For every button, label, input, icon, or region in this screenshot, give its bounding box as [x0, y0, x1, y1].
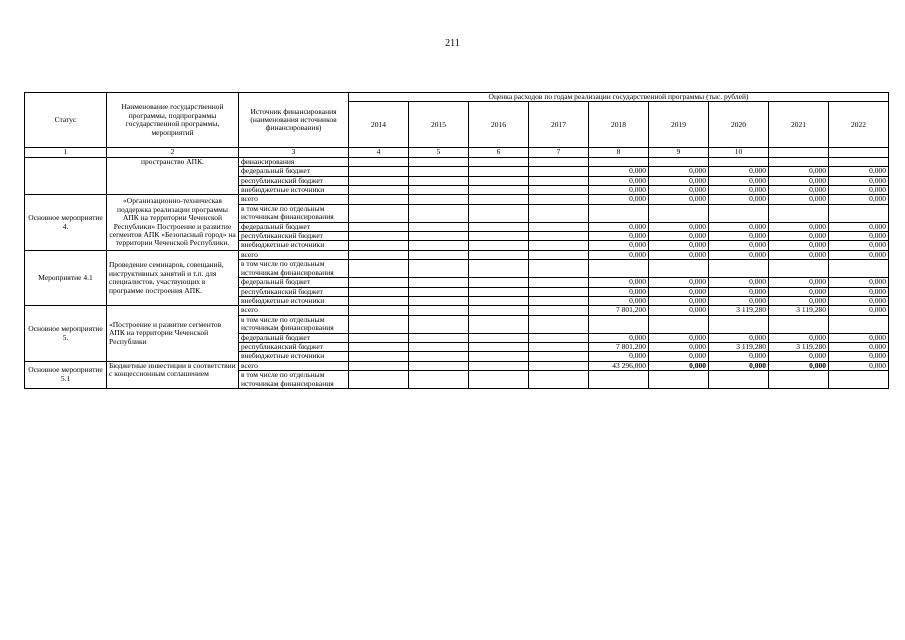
- value-cell: [469, 250, 529, 259]
- source-cell: всего: [239, 195, 349, 204]
- value-cell: 0,000: [649, 195, 709, 204]
- value-cell: [469, 195, 529, 204]
- table-row: [25, 306, 889, 315]
- value-cell: 0,000: [829, 195, 889, 204]
- source-cell: внебюджетные источники: [239, 352, 349, 361]
- value-cell: 0,000: [829, 306, 889, 315]
- value-cell: [409, 167, 469, 176]
- value-cell: [649, 371, 709, 389]
- value-cell: 0,000: [589, 186, 649, 195]
- value-cell: [529, 278, 589, 287]
- source-cell: внебюджетные источники: [239, 296, 349, 305]
- value-cell: [469, 204, 529, 222]
- value-cell: [409, 176, 469, 185]
- value-cell: [529, 333, 589, 342]
- value-cell: [349, 250, 409, 259]
- value-cell: 0,000: [829, 342, 889, 351]
- value-cell: [349, 333, 409, 342]
- column-number: 1: [25, 148, 107, 157]
- value-cell: [529, 250, 589, 259]
- value-cell: [709, 371, 769, 389]
- source-cell: федеральный бюджет: [239, 278, 349, 287]
- value-cell: 0,000: [769, 278, 829, 287]
- value-cell: [409, 342, 469, 351]
- value-cell: 7 801,200: [589, 306, 649, 315]
- value-cell: [349, 260, 409, 278]
- value-cell: 0,000: [829, 241, 889, 250]
- value-cell: [649, 315, 709, 333]
- value-cell: 0,000: [829, 296, 889, 305]
- value-cell: [409, 204, 469, 222]
- value-cell: 0,000: [709, 333, 769, 342]
- value-cell: 0,000: [709, 176, 769, 185]
- value-cell: [529, 315, 589, 333]
- year-header: 2014: [349, 102, 409, 148]
- value-cell: [349, 195, 409, 204]
- value-cell: [709, 204, 769, 222]
- source-cell: всего: [239, 361, 349, 370]
- source-cell: республиканский бюджет: [239, 287, 349, 296]
- value-cell: [469, 296, 529, 305]
- column-number-row: [25, 148, 889, 157]
- source-cell: в том числе по отдельным источникам финансирования: [239, 371, 349, 389]
- value-cell: [529, 204, 589, 222]
- value-cell: 0,000: [709, 361, 769, 370]
- year-header: 2021: [769, 102, 829, 148]
- source-cell: всего: [239, 250, 349, 259]
- value-cell: [469, 176, 529, 185]
- value-cell: [649, 260, 709, 278]
- value-cell: 0,000: [649, 232, 709, 241]
- source-cell: федеральный бюджет: [239, 222, 349, 231]
- value-cell: 0,000: [709, 296, 769, 305]
- value-cell: [529, 176, 589, 185]
- value-cell: [349, 352, 409, 361]
- source-cell: всего: [239, 306, 349, 315]
- value-cell: 0,000: [589, 287, 649, 296]
- value-cell: [469, 241, 529, 250]
- status-cell: [25, 157, 107, 195]
- value-cell: [349, 232, 409, 241]
- value-cell: [649, 204, 709, 222]
- value-cell: 0,000: [829, 186, 889, 195]
- value-cell: 3 119,280: [769, 306, 829, 315]
- source-cell: в том числе по отдельным источникам финансирования: [239, 260, 349, 278]
- value-cell: [409, 260, 469, 278]
- source-cell: федеральный бюджет: [239, 167, 349, 176]
- value-cell: [529, 241, 589, 250]
- value-cell: 0,000: [589, 195, 649, 204]
- value-cell: [529, 222, 589, 231]
- value-cell: 0,000: [829, 361, 889, 370]
- value-cell: [349, 296, 409, 305]
- value-cell: [529, 306, 589, 315]
- value-cell: 0,000: [769, 176, 829, 185]
- status-cell: Основное мероприятие 4.: [25, 195, 107, 250]
- source-cell: внебюджетные источники: [239, 186, 349, 195]
- value-cell: 0,000: [769, 241, 829, 250]
- source-cell: в том числе по отдельным источникам финансирования: [239, 315, 349, 333]
- value-cell: 0,000: [589, 232, 649, 241]
- column-number: 5: [409, 148, 469, 157]
- value-cell: 0,000: [769, 352, 829, 361]
- value-cell: [469, 352, 529, 361]
- value-cell: [529, 352, 589, 361]
- value-cell: [349, 342, 409, 351]
- measure-name-cell: пространство АПК.: [107, 157, 239, 195]
- value-cell: 0,000: [649, 296, 709, 305]
- header-row: [25, 93, 889, 102]
- value-cell: 7 801,200: [589, 342, 649, 351]
- value-cell: [829, 260, 889, 278]
- value-cell: [469, 278, 529, 287]
- value-cell: 0,000: [769, 222, 829, 231]
- page-number: 211: [445, 38, 460, 49]
- value-cell: [409, 296, 469, 305]
- value-cell: [349, 361, 409, 370]
- value-cell: [409, 361, 469, 370]
- value-cell: [769, 371, 829, 389]
- source-cell: в том числе по отдельным источникам финансирования: [239, 204, 349, 222]
- value-cell: 0,000: [649, 333, 709, 342]
- value-cell: [469, 222, 529, 231]
- value-cell: [409, 306, 469, 315]
- value-cell: 0,000: [649, 186, 709, 195]
- column-number: 6: [469, 148, 529, 157]
- value-cell: [409, 315, 469, 333]
- value-cell: [409, 241, 469, 250]
- value-cell: 0,000: [709, 250, 769, 259]
- value-cell: 3 119,280: [709, 306, 769, 315]
- year-header: 2019: [649, 102, 709, 148]
- value-cell: [529, 342, 589, 351]
- value-cell: 0,000: [769, 195, 829, 204]
- value-cell: [529, 287, 589, 296]
- value-cell: [529, 296, 589, 305]
- table-body: [25, 157, 889, 388]
- column-number: 4: [349, 148, 409, 157]
- value-cell: 3 119,280: [769, 342, 829, 351]
- value-cell: 0,000: [709, 352, 769, 361]
- value-cell: [409, 371, 469, 389]
- value-cell: 0,000: [829, 287, 889, 296]
- value-cell: 0,000: [589, 176, 649, 185]
- budget-table: [24, 92, 889, 389]
- status-cell: Мероприятие 4.1: [25, 250, 107, 305]
- value-cell: [409, 222, 469, 231]
- value-cell: [409, 157, 469, 166]
- value-cell: 0,000: [769, 287, 829, 296]
- value-cell: 0,000: [829, 222, 889, 231]
- value-cell: [349, 306, 409, 315]
- source-cell: республиканский бюджет: [239, 176, 349, 185]
- year-header: 2020: [709, 102, 769, 148]
- value-cell: [469, 157, 529, 166]
- year-header: 2018: [589, 102, 649, 148]
- source-cell: республиканский бюджет: [239, 342, 349, 351]
- value-cell: [349, 157, 409, 166]
- value-cell: 0,000: [829, 167, 889, 176]
- value-cell: 0,000: [769, 232, 829, 241]
- value-cell: [829, 371, 889, 389]
- measure-name-cell: «Построение и развитие сегментов АПК на территории Чеченской Республики: [107, 306, 239, 361]
- value-cell: 0,000: [769, 361, 829, 370]
- value-cell: [409, 195, 469, 204]
- value-cell: 0,000: [589, 352, 649, 361]
- value-cell: 0,000: [649, 342, 709, 351]
- value-cell: [589, 204, 649, 222]
- table-row: [25, 195, 889, 204]
- column-number: [769, 148, 829, 157]
- column-number: 7: [529, 148, 589, 157]
- source-cell: финансирования: [239, 157, 349, 166]
- value-cell: 0,000: [829, 278, 889, 287]
- source-cell: республиканский бюджет: [239, 232, 349, 241]
- value-cell: [469, 306, 529, 315]
- value-cell: 0,000: [709, 167, 769, 176]
- year-header: 2022: [829, 102, 889, 148]
- value-cell: [829, 204, 889, 222]
- value-cell: 0,000: [769, 333, 829, 342]
- value-cell: [529, 361, 589, 370]
- value-cell: [349, 167, 409, 176]
- value-cell: [769, 315, 829, 333]
- measure-name-cell: Бюджетные инвестиции в соответствии с концессионным соглашением: [107, 361, 239, 388]
- name-header: Наименование государственной программы, подпрограммы государственной программы, мероприятий: [107, 93, 239, 148]
- table-row: [25, 361, 889, 370]
- value-cell: 0,000: [649, 176, 709, 185]
- value-cell: [709, 315, 769, 333]
- year-header: 2016: [469, 102, 529, 148]
- value-cell: [409, 287, 469, 296]
- value-cell: [529, 195, 589, 204]
- table-row: [25, 250, 889, 259]
- value-cell: 0,000: [649, 167, 709, 176]
- value-cell: 0,000: [709, 278, 769, 287]
- value-cell: [769, 260, 829, 278]
- column-number: 8: [589, 148, 649, 157]
- status-cell: Основное мероприятие 5.: [25, 306, 107, 361]
- column-number: 9: [649, 148, 709, 157]
- value-cell: [469, 167, 529, 176]
- value-cell: 0,000: [649, 287, 709, 296]
- value-cell: [349, 371, 409, 389]
- value-cell: 0,000: [649, 306, 709, 315]
- value-cell: [769, 204, 829, 222]
- value-cell: [709, 260, 769, 278]
- value-cell: 0,000: [589, 241, 649, 250]
- value-cell: 0,000: [649, 361, 709, 370]
- value-cell: [409, 232, 469, 241]
- value-cell: [529, 157, 589, 166]
- status-cell: Основное мероприятие 5.1: [25, 361, 107, 388]
- value-cell: 0,000: [829, 333, 889, 342]
- value-cell: 0,000: [649, 241, 709, 250]
- value-cell: [409, 250, 469, 259]
- value-cell: [469, 186, 529, 195]
- value-cell: [349, 222, 409, 231]
- value-cell: 0,000: [589, 296, 649, 305]
- value-cell: 0,000: [589, 250, 649, 259]
- value-cell: 0,000: [649, 222, 709, 231]
- value-cell: [349, 241, 409, 250]
- value-cell: [469, 260, 529, 278]
- value-cell: 43 296,000: [589, 361, 649, 370]
- source-cell: федеральный бюджет: [239, 333, 349, 342]
- value-cell: [829, 315, 889, 333]
- value-cell: [409, 333, 469, 342]
- value-cell: [469, 333, 529, 342]
- value-cell: 0,000: [589, 167, 649, 176]
- value-cell: [349, 315, 409, 333]
- measure-name-cell: «Организационно-техническая поддержка реализации программы АПК на территории Чеченской Республики» Построение и развитие сегментов АПК «Безопасный город» на территории Чеченской Республики.: [107, 195, 239, 250]
- value-cell: 0,000: [709, 186, 769, 195]
- value-cell: 0,000: [769, 186, 829, 195]
- value-cell: [469, 371, 529, 389]
- value-cell: [589, 315, 649, 333]
- value-cell: 0,000: [769, 167, 829, 176]
- value-cell: 0,000: [829, 250, 889, 259]
- value-cell: [349, 278, 409, 287]
- value-cell: [409, 186, 469, 195]
- value-cell: [589, 371, 649, 389]
- value-cell: [529, 186, 589, 195]
- value-cell: [469, 342, 529, 351]
- value-cell: 0,000: [709, 222, 769, 231]
- value-cell: 0,000: [649, 278, 709, 287]
- value-cell: 0,000: [649, 352, 709, 361]
- value-cell: [349, 287, 409, 296]
- value-cell: [529, 371, 589, 389]
- year-header: 2017: [529, 102, 589, 148]
- value-cell: [409, 352, 469, 361]
- value-cell: [529, 167, 589, 176]
- value-cell: [469, 287, 529, 296]
- measure-name-cell: Проведение семинаров, совещаний, инструктивных занятий и т.п. для специалистов, участвующих в программе построения АПК.: [107, 250, 239, 305]
- value-cell: 0,000: [649, 250, 709, 259]
- value-cell: 0,000: [829, 232, 889, 241]
- value-cell: 0,000: [769, 250, 829, 259]
- value-cell: 0,000: [589, 222, 649, 231]
- value-cell: 3 119,280: [709, 342, 769, 351]
- value-cell: 0,000: [589, 278, 649, 287]
- value-cell: [469, 232, 529, 241]
- column-number: [829, 148, 889, 157]
- value-cell: [589, 260, 649, 278]
- value-cell: 0,000: [709, 232, 769, 241]
- value-cell: [529, 232, 589, 241]
- value-cell: [469, 315, 529, 333]
- source-header: Источник финансирования (наименования источников финансирования): [239, 93, 349, 148]
- value-cell: 0,000: [829, 352, 889, 361]
- value-cell: 0,000: [709, 241, 769, 250]
- column-number: 10: [709, 148, 769, 157]
- value-cell: 0,000: [709, 195, 769, 204]
- value-cell: [349, 204, 409, 222]
- value-cell: [349, 176, 409, 185]
- value-cell: 0,000: [769, 296, 829, 305]
- value-cell: [469, 361, 529, 370]
- status-header: Статус: [25, 93, 107, 148]
- value-cell: [409, 278, 469, 287]
- column-number: 2: [107, 148, 239, 157]
- year-header: 2015: [409, 102, 469, 148]
- source-cell: внебюджетные источники: [239, 241, 349, 250]
- value-cell: [529, 260, 589, 278]
- value-cell: [349, 186, 409, 195]
- estimate-header: Оценка расходов по годам реализации государственной программы (тыс. рублей): [349, 93, 889, 102]
- value-cell: 0,000: [709, 287, 769, 296]
- value-cell: 0,000: [589, 333, 649, 342]
- value-cell: 0,000: [829, 176, 889, 185]
- column-number: 3: [239, 148, 349, 157]
